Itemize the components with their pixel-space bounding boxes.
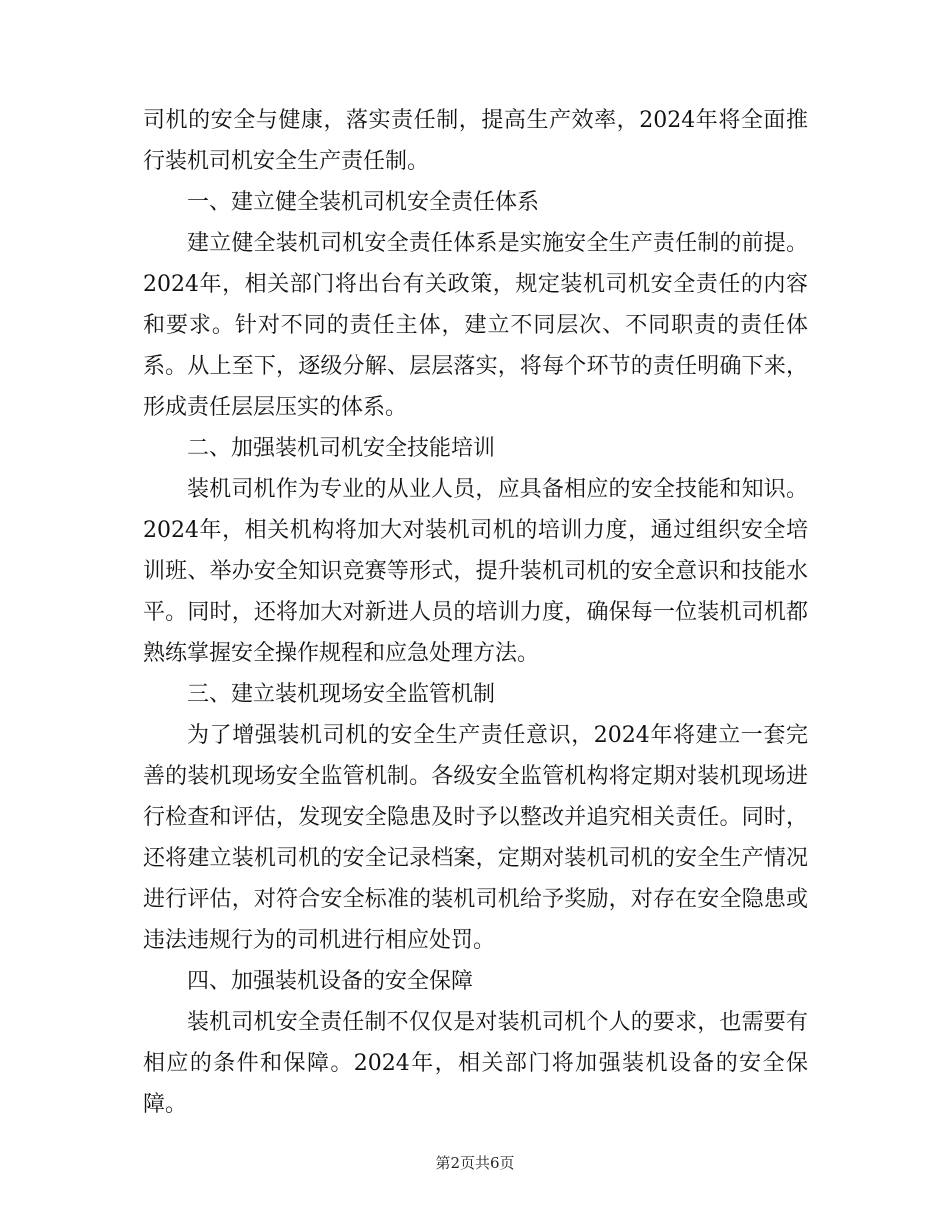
paragraph-section-1: 建立健全装机司机安全责任体系是实施安全生产责任制的前提。2024年，相关部门将出台有关政策，规定装机司机安全责任的内容和要求。针对不同的责任主体，建立不同层次、不同职责的责任体系。从上至下，逐级分解、层层落实，将每个环节的责任明确下来，形成责任层层压实的体系。 xyxy=(143,231,808,420)
section-heading-2: 二、加强装机司机安全技能培训 xyxy=(187,436,496,461)
document-body xyxy=(143,100,808,1125)
paragraph-section-3: 为了增强装机司机的安全生产责任意识，2024年将建立一套完善的装机现场安全监管机制。各级安全监管机构将定期对装机现场进行检查和评估，发现安全隐患及时予以整改并追究相关责任。同时，还将建立装机司机的安全记录档案，定期对装机司机的安全生产情况进行评估，对符合安全标准的装机司机给予奖励，对存在安全隐患或违法违规行为的司机进行相应处罚。 xyxy=(143,723,808,953)
section-heading-3: 三、建立装机现场安全监管机制 xyxy=(187,682,496,707)
paragraph-section-4: 装机司机安全责任制不仅仅是对装机司机个人的要求，也需要有相应的条件和保障。2024年，相关部门将加强装机设备的安全保障。 xyxy=(143,1010,808,1117)
section-heading-1: 一、建立健全装机司机安全责任体系 xyxy=(187,190,540,215)
page-number-footer: 第2页共6页 xyxy=(435,1154,515,1172)
paragraph-section-2: 装机司机作为专业的从业人员，应具备相应的安全技能和知识。2024年，相关机构将加大对装机司机的培训力度，通过组织安全培训班、举办安全知识竞赛等形式，提升装机司机的安全意识和技能水平。同时，还将加大对新进人员的培训力度，确保每一位装机司机都熟练掌握安全操作规程和应急处理方法。 xyxy=(143,477,808,666)
paragraph-continuation: 司机的安全与健康，落实责任制，提高生产效率，2024年将全面推行装机司机安全生产责任制。 xyxy=(143,108,808,174)
section-heading-4: 四、加强装机设备的安全保障 xyxy=(187,969,474,994)
